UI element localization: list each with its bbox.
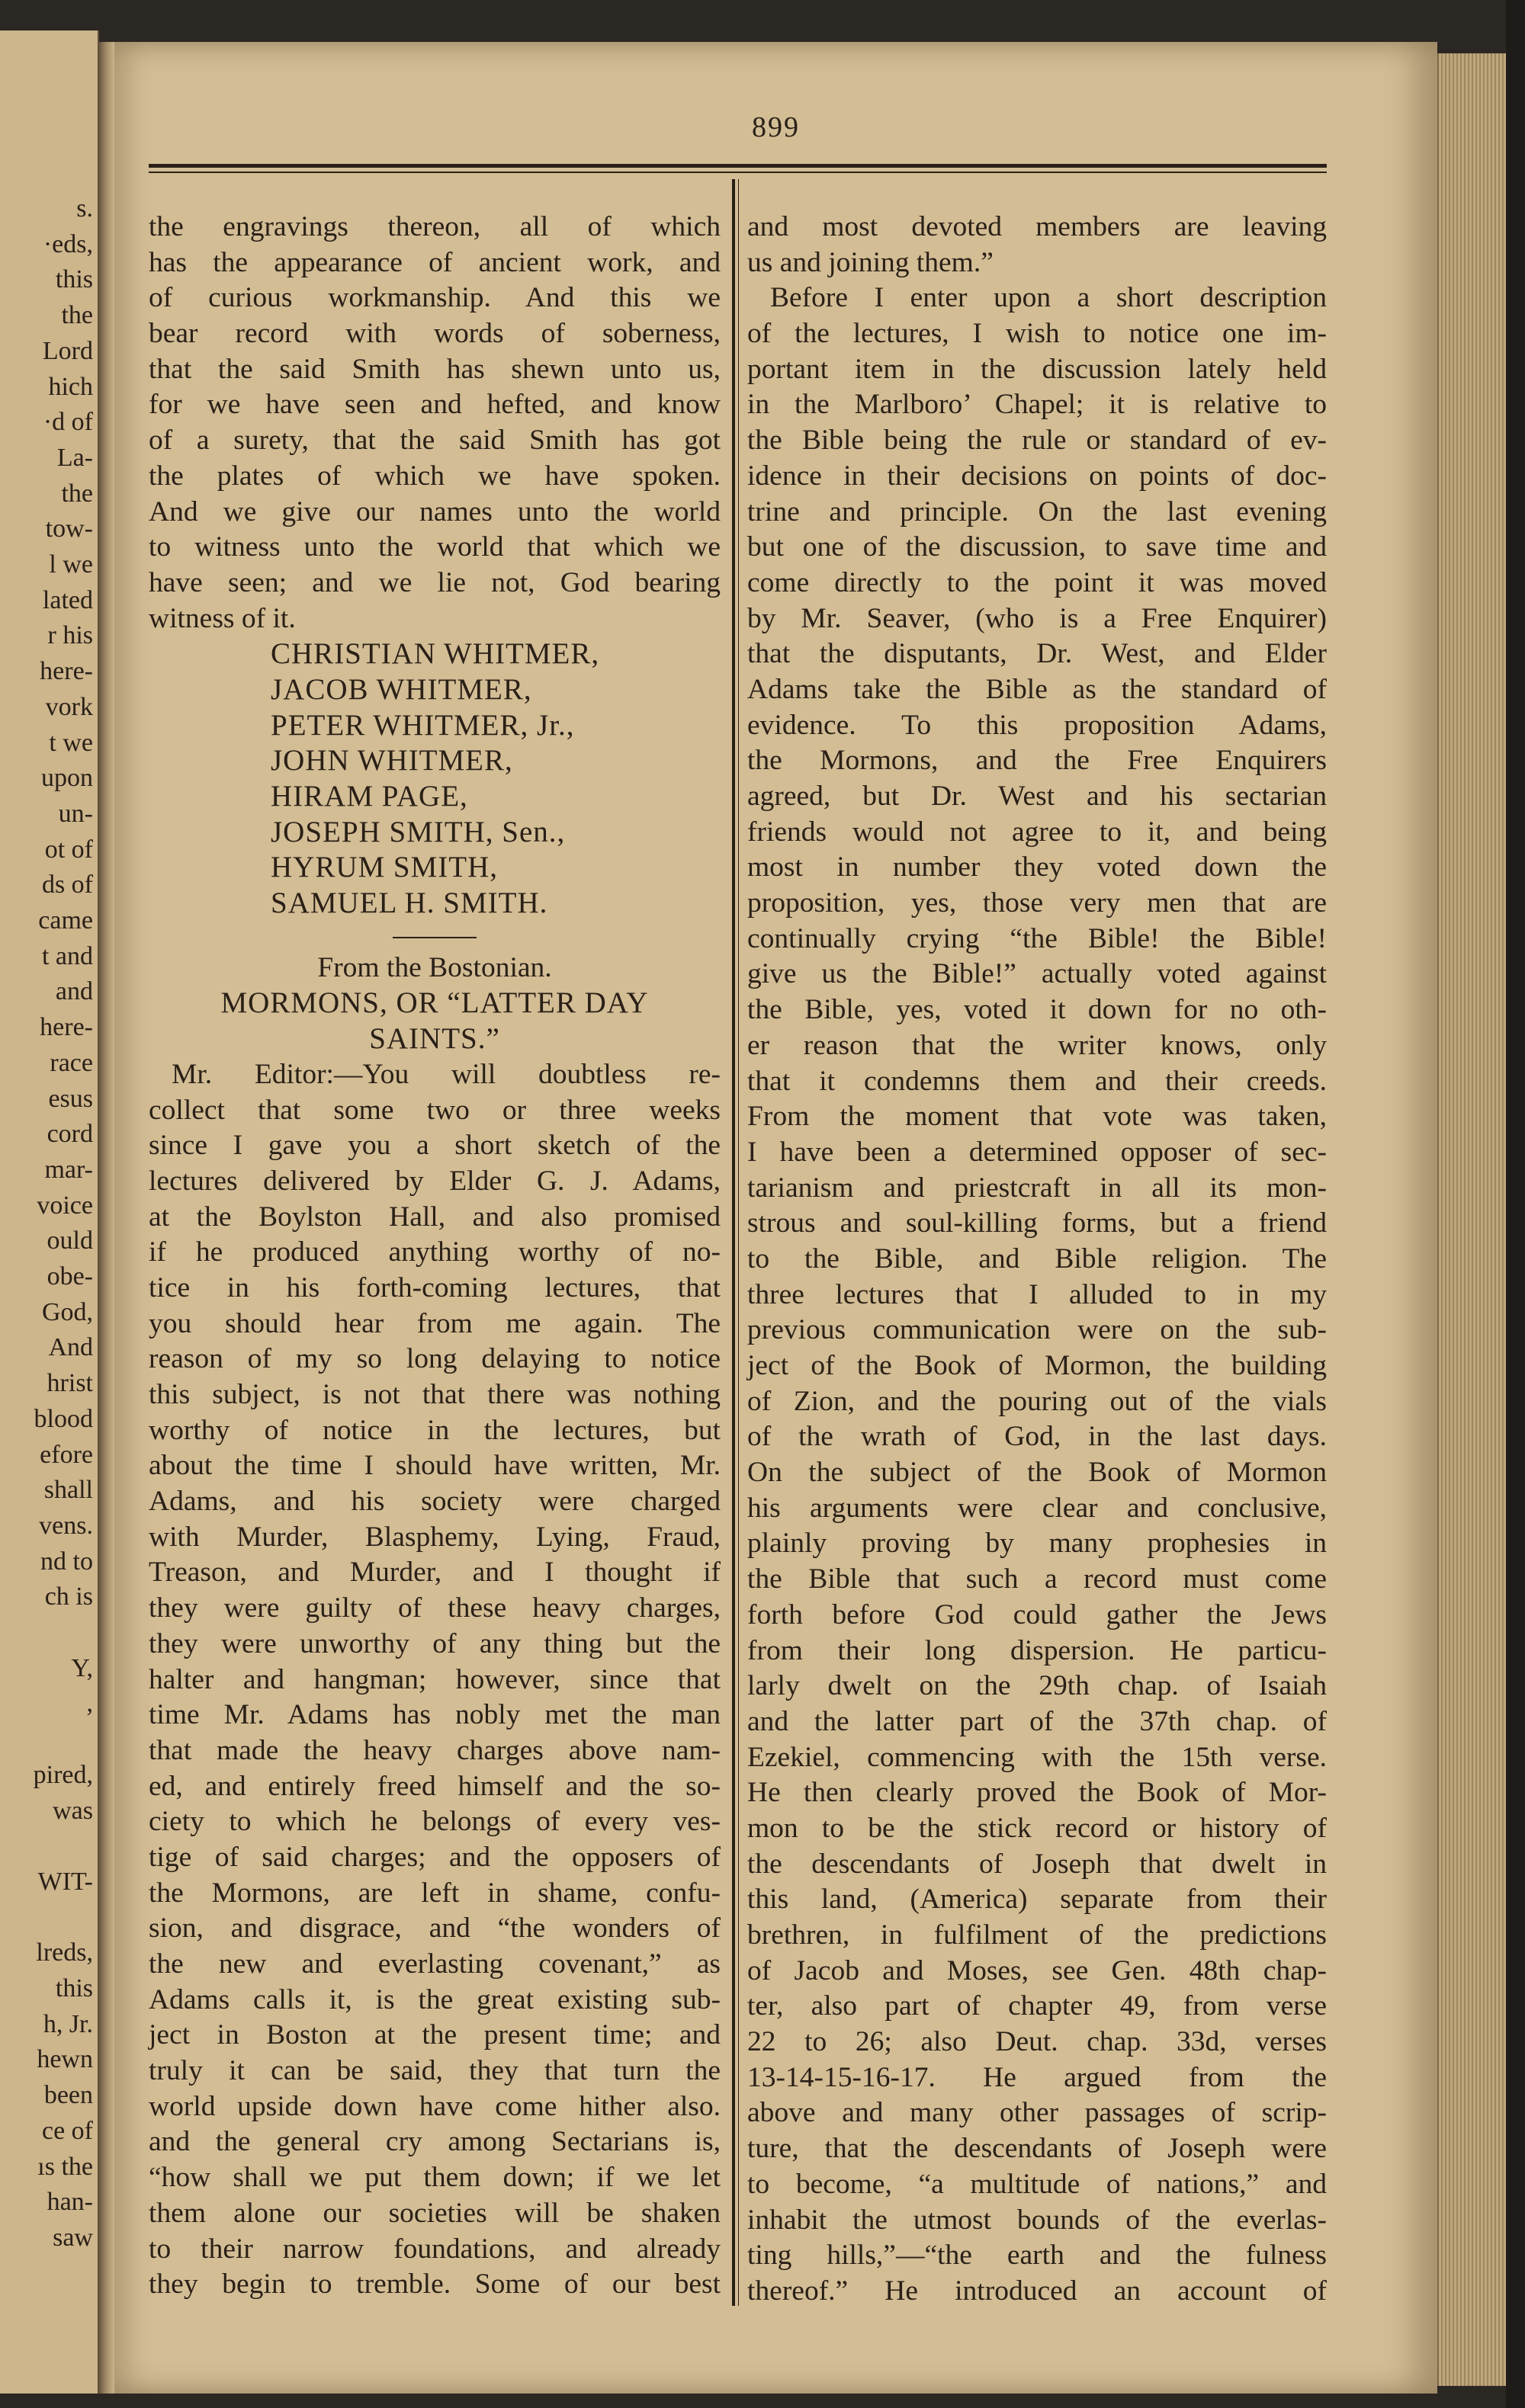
text-line: Adams calls it, is the great existing sub- bbox=[149, 1983, 721, 2015]
facing-page-fragment: , bbox=[86, 1689, 93, 1718]
text-line: I have been a determined opposer of sec- bbox=[747, 1136, 1327, 1168]
facing-page-fragment: lated bbox=[42, 585, 93, 614]
text-line: to witness unto the world that which we bbox=[149, 531, 721, 563]
text-line: since I gave you a short sketch of the bbox=[149, 1130, 721, 1162]
text-line: you should hear from me again. The bbox=[149, 1307, 721, 1339]
facing-page-fragment: ould bbox=[47, 1226, 93, 1255]
text-line: “how shall we put them down; if we let bbox=[149, 2162, 721, 2194]
text-line: of curious workmanship. And this we bbox=[149, 282, 721, 314]
left-column bbox=[149, 210, 721, 2303]
text-line: tige of said charges; and the opposers of bbox=[149, 1841, 721, 1873]
text-line: above and many other passages of scrip- bbox=[747, 2097, 1327, 2129]
article-heading-line-1: MORMONS, OR “LATTER DAY bbox=[220, 986, 649, 1020]
text-line: to become, “a multitude of nations,” and bbox=[747, 2168, 1327, 2200]
facing-page-fragment: nd to bbox=[40, 1547, 93, 1576]
text-line: but one of the discussion, to save time and bbox=[747, 531, 1327, 563]
text-line: about the time I should have written, Mr. bbox=[149, 1450, 721, 1482]
facing-page-fragment: l we bbox=[49, 550, 93, 579]
facing-page-fragment: hewn bbox=[37, 2045, 93, 2074]
page-stack-edge bbox=[1437, 53, 1507, 2386]
text-line: portant item in the discussion lately held bbox=[747, 353, 1327, 385]
text-line: evidence. To this proposition Adams, bbox=[747, 709, 1327, 741]
text-line: thereof.” He introduced an account of bbox=[747, 2275, 1327, 2307]
text-line: of Jacob and Moses, see Gen. 48th chap- bbox=[747, 1954, 1327, 1986]
facing-page-fragment: voice bbox=[37, 1191, 93, 1220]
facing-page-fragment: the bbox=[61, 301, 93, 330]
facing-page-fragment: ot of bbox=[44, 835, 93, 864]
text-line: the Mormons, are left in shame, confu- bbox=[149, 1877, 721, 1909]
facing-page-fragment: s. bbox=[76, 194, 93, 223]
text-line: strous and soul-killing forms, but a friend bbox=[747, 1207, 1327, 1239]
text-line: the descendants of Joseph that dwelt in bbox=[747, 1848, 1327, 1880]
text-line: us and joining them.” bbox=[747, 246, 994, 278]
text-line: trine and principle. On the last evening bbox=[747, 495, 1327, 527]
text-line: of the lectures, I wish to notice one im- bbox=[747, 318, 1327, 350]
background-top bbox=[99, 0, 1510, 42]
signature-name: PETER WHITMER, Jr., bbox=[271, 708, 575, 742]
facing-page-fragment: h, Jr. bbox=[43, 2009, 93, 2038]
text-line: truly it can be said, they that turn the bbox=[149, 2055, 721, 2087]
facing-page-fragment: t and bbox=[41, 941, 93, 970]
text-line: er reason that the writer knows, only bbox=[747, 1029, 1327, 1061]
facing-page-fragment: ch is bbox=[44, 1582, 93, 1611]
section-divider bbox=[393, 937, 477, 938]
text-line: from their long dispersion. He particu- bbox=[747, 1634, 1327, 1666]
text-line: sion, and disgrace, and “the wonders of bbox=[149, 1913, 721, 1945]
text-line: agreed, but Dr. West and his sectarian bbox=[747, 781, 1327, 812]
facing-page-fragment: tow- bbox=[45, 515, 93, 543]
facing-page-fragment: shall bbox=[43, 1476, 93, 1505]
text-line: On the subject of the Book of Mormon bbox=[747, 1457, 1327, 1489]
text-line: three lectures that I alluded to in my bbox=[747, 1278, 1327, 1310]
signature-name: HIRAM PAGE, bbox=[271, 780, 468, 813]
facing-page-fragment: WIT- bbox=[37, 1867, 93, 1896]
text-line: and the general cry among Sectarians is, bbox=[149, 2126, 721, 2158]
text-line: He then clearly proved the Book of Mor- bbox=[747, 1777, 1327, 1809]
signature-name: CHRISTIAN WHITMER, bbox=[271, 637, 600, 671]
text-line: From the moment that vote was taken, bbox=[747, 1101, 1327, 1133]
text-line: this land, (America) separate from their bbox=[747, 1884, 1327, 1916]
text-line: ject of the Book of Mormon, the building bbox=[747, 1350, 1327, 1381]
book-gutter bbox=[98, 30, 114, 2394]
facing-page-fragment: hich bbox=[48, 372, 93, 401]
facing-page-fragment: ·d of bbox=[43, 408, 93, 437]
facing-page-fragment: the bbox=[61, 479, 93, 508]
text-line: to the Bible, and Bible religion. The bbox=[747, 1242, 1327, 1275]
right-column-body bbox=[747, 210, 1327, 2310]
text-line: inhabit the utmost bounds of the everlas- bbox=[747, 2204, 1327, 2236]
text-line: Ezekiel, commencing with the 15th verse. bbox=[747, 1741, 1327, 1773]
right-column bbox=[747, 210, 1327, 2310]
facing-page-fragment: race bbox=[50, 1048, 93, 1077]
text-line: his arguments were clear and conclusive, bbox=[747, 1492, 1327, 1524]
text-line: the plates of which we have spoken. bbox=[149, 460, 721, 492]
text-line: the Bible that such a record must come bbox=[747, 1563, 1327, 1595]
facing-page-fragment: La- bbox=[56, 443, 93, 472]
page-number: 899 bbox=[752, 111, 800, 143]
column-divider-thin bbox=[738, 179, 739, 2306]
text-line: to their narrow foundations, and already bbox=[149, 2233, 721, 2265]
signature-name: JACOB WHITMER, bbox=[271, 672, 532, 706]
text-line: lectures delivered by Elder G. J. Adams, bbox=[149, 1165, 721, 1197]
witness-paragraph bbox=[149, 210, 721, 636]
text-line: this subject, is not that there was nothing bbox=[149, 1379, 721, 1410]
text-line: the engravings thereon, all of which bbox=[149, 211, 721, 242]
text-line: forth before God could gather the Jews bbox=[747, 1598, 1327, 1630]
text-line: halter and hangman; however, since that bbox=[149, 1663, 721, 1695]
text-line: they were unworthy of any thing but the bbox=[149, 1627, 721, 1659]
text-line: idence in their decisions on points of doc- bbox=[747, 460, 1327, 492]
text-line: time Mr. Adams has nobly met the man bbox=[149, 1699, 721, 1731]
facing-page-fragment: and bbox=[55, 977, 93, 1006]
text-line: larly dwelt on the 29th chap. of Isaiah bbox=[747, 1670, 1327, 1702]
facing-page-fragment: cord bbox=[47, 1120, 93, 1149]
text-line: worthy of notice in the lectures, but bbox=[149, 1414, 721, 1446]
text-line: mon to be the stick record or history of bbox=[747, 1812, 1327, 1844]
text-line: that made the heavy charges above nam- bbox=[149, 1734, 721, 1766]
text-line: the Bible, yes, voted it down for no oth- bbox=[747, 994, 1327, 1026]
text-line: that the disputants, Dr. West, and Elder bbox=[747, 638, 1327, 670]
text-line: Adams take the Bible as the standard of bbox=[747, 673, 1327, 705]
facing-page-fragment: been bbox=[43, 2081, 93, 2110]
text-line: friends would not agree to it, and being bbox=[747, 816, 1327, 848]
article-source: From the Bostonian. bbox=[317, 951, 552, 983]
text-line: at the Boylston Hall, and also promised bbox=[149, 1201, 721, 1233]
facing-page-fragment: came bbox=[38, 906, 93, 935]
text-line: that the said Smith has shewn unto us, bbox=[149, 353, 721, 385]
text-line: Mr. Editor:—You will doubtless re- bbox=[172, 1058, 721, 1090]
facing-page-fragment: was bbox=[53, 1796, 93, 1825]
text-line: with Murder, Blasphemy, Lying, Fraud, bbox=[149, 1521, 721, 1553]
text-line: 13-14-15-16-17. He argued from the bbox=[747, 2061, 1327, 2093]
facing-page-fragment: here- bbox=[40, 657, 93, 686]
text-line: plainly proving by many prophesies in bbox=[747, 1528, 1327, 1560]
facing-page-edge bbox=[0, 30, 102, 2394]
facing-page-fragment: ds of bbox=[41, 871, 93, 899]
facing-page-fragment: efore bbox=[40, 1440, 93, 1469]
letter-body bbox=[149, 1057, 721, 2303]
text-line: the new and everlasting covenant,” as bbox=[149, 1948, 721, 1980]
text-line: tarianism and priestcraft in all its mon- bbox=[747, 1172, 1327, 1204]
facing-page-fragment: Y, bbox=[71, 1653, 93, 1682]
facing-page-fragment: vens. bbox=[39, 1511, 93, 1540]
facing-page-fragment: hrist bbox=[47, 1369, 93, 1398]
facing-page-fragment: And bbox=[48, 1333, 93, 1362]
text-line: come directly to the point it was moved bbox=[747, 566, 1327, 598]
text-line: And we give our names unto the world bbox=[149, 495, 721, 527]
background-right bbox=[1506, 0, 1525, 2408]
facing-page-fragment: upon bbox=[41, 764, 93, 793]
text-line: ed, and entirely freed himself and the so- bbox=[149, 1770, 721, 1802]
text-line: the Bible being the rule or standard of ev- bbox=[747, 425, 1327, 457]
facing-page-fragment: this bbox=[55, 1974, 93, 2002]
facing-page-fragment: mar- bbox=[44, 1155, 93, 1184]
text-line: most in number they voted down the bbox=[747, 851, 1327, 883]
book-page bbox=[114, 42, 1437, 2394]
facing-page-fragment: lreds, bbox=[36, 1938, 93, 1967]
facing-page-fragment: ıs the bbox=[37, 2152, 93, 2181]
text-line: Adams, and his society were charged bbox=[149, 1486, 721, 1518]
text-line: for we have seen and hefted, and know bbox=[149, 389, 721, 421]
facing-page-fragment: r his bbox=[47, 621, 93, 650]
signature-name: HYRUM SMITH, bbox=[271, 851, 499, 884]
facing-page-fragment: God, bbox=[41, 1297, 93, 1326]
facing-page-fragment: un- bbox=[58, 799, 93, 828]
facing-page-fragment: ce of bbox=[41, 2116, 93, 2145]
text-line: has the appearance of ancient work, and bbox=[149, 246, 721, 278]
text-line: they were guilty of these heavy charges, bbox=[149, 1592, 721, 1624]
header-rule bbox=[149, 164, 1327, 168]
text-line: ter, also part of chapter 49, from verse bbox=[747, 1990, 1327, 2022]
text-line: of Zion, and the pouring out of the vials bbox=[747, 1385, 1327, 1417]
facing-page-fragment: pired, bbox=[33, 1760, 93, 1789]
facing-page-fragment: blood bbox=[34, 1404, 93, 1433]
text-line: they begin to tremble. Some of our best bbox=[149, 2269, 721, 2301]
facing-page-fragment: t we bbox=[49, 728, 93, 757]
text-line: brethren, in fulfilment of the predictions bbox=[747, 1919, 1327, 1951]
text-line: of a surety, that the said Smith has got bbox=[149, 425, 721, 457]
text-line: bear record with words of soberness, bbox=[149, 318, 721, 350]
text-line: witness of it. bbox=[149, 602, 296, 634]
text-line: 22 to 26; also Deut. chap. 33d, verses bbox=[747, 2026, 1327, 2058]
text-line: ting hills,”—“the earth and the fulness bbox=[747, 2240, 1327, 2272]
column-divider bbox=[732, 179, 735, 2306]
text-line: proposition, yes, those very men that are bbox=[747, 887, 1327, 919]
facing-page-fragment: esus bbox=[48, 1084, 93, 1113]
text-line: by Mr. Seaver, (who is a Free Enquirer) bbox=[747, 602, 1327, 634]
text-line: Treason, and Murder, and I thought if bbox=[149, 1557, 721, 1589]
text-line: the Mormons, and the Free Enquirers bbox=[747, 745, 1327, 777]
facing-page-fragment: saw bbox=[53, 2223, 93, 2252]
text-line: give us the Bible!” actually voted against bbox=[747, 958, 1327, 990]
text-line: that it condemns them and their creeds. bbox=[747, 1065, 1327, 1097]
text-line: of the wrath of God, in the last days. bbox=[747, 1421, 1327, 1453]
text-line: have seen; and we lie not, God bearing bbox=[149, 566, 721, 598]
signature-name: JOSEPH SMITH, Sen., bbox=[271, 815, 566, 848]
text-line: and most devoted members are leaving bbox=[747, 211, 1327, 242]
text-line: ture, that the descendants of Joseph were bbox=[747, 2133, 1327, 2165]
signature-name: JOHN WHITMER, bbox=[271, 744, 513, 778]
facing-page-fragment: here- bbox=[40, 1013, 93, 1042]
text-line: and the latter part of the 37th chap. of bbox=[747, 1705, 1327, 1737]
facing-page-fragment: han- bbox=[47, 2188, 93, 2217]
facing-page-fragment: Lord bbox=[42, 336, 93, 365]
facing-page-fragment: this bbox=[55, 265, 93, 294]
header-rule-thin bbox=[149, 172, 1327, 173]
text-line: tice in his forth-coming lectures, that bbox=[149, 1271, 721, 1303]
facing-page-fragment: ·eds, bbox=[43, 229, 93, 258]
text-line: collect that some two or three weeks bbox=[149, 1094, 721, 1126]
text-line: world upside down have come hither also. bbox=[149, 2090, 721, 2122]
text-line: them alone our societies will be shaken bbox=[149, 2197, 721, 2229]
text-line: ject in Boston at the present time; and bbox=[149, 2019, 721, 2051]
facing-page-fragment: vork bbox=[45, 692, 93, 721]
facing-page-fragment: obe- bbox=[47, 1262, 93, 1291]
witness-signatures bbox=[149, 636, 721, 922]
text-line: ciety to which he belongs of every ves- bbox=[149, 1806, 721, 1838]
text-line: if he produced anything worthy of no- bbox=[149, 1236, 721, 1268]
text-line: in the Marlboro’ Chapel; it is relative to bbox=[747, 389, 1327, 421]
text-line: reason of my so long delaying to notice bbox=[149, 1343, 721, 1375]
text-line: previous communication were on the sub- bbox=[747, 1314, 1327, 1346]
article-heading-line-2: SAINTS.” bbox=[369, 1022, 500, 1056]
text-line: Before I enter upon a short description bbox=[770, 282, 1327, 314]
signature-name: SAMUEL H. SMITH. bbox=[271, 887, 548, 920]
text-line: continually crying “the Bible! the Bible! bbox=[747, 922, 1327, 954]
